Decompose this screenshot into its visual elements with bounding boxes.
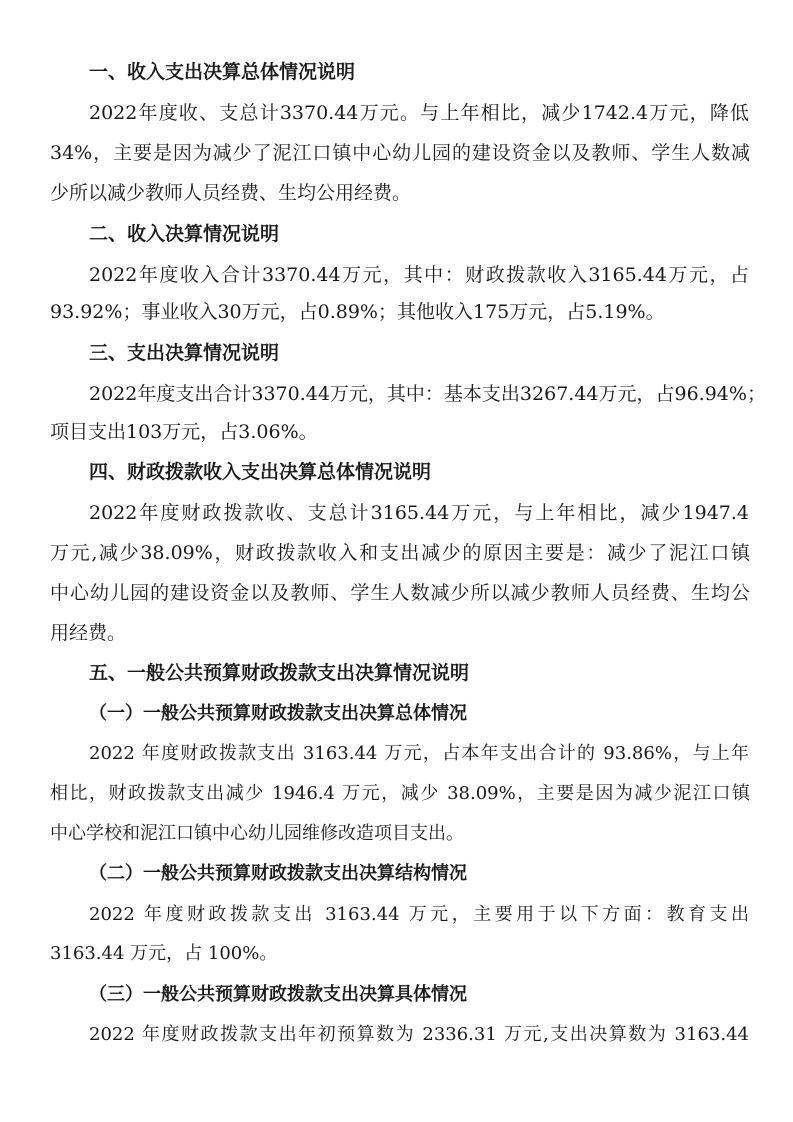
paragraph-7-line-1: 2022 年度财政拨款支出年初预算数为 2336.31 万元,支出决算数为 3163.44 [89, 1024, 749, 1045]
section-heading-1: 一、收入支出决算总体情况说明 [89, 61, 356, 83]
paragraph-5-line-1: 2022 年度财政拨款支出 3163.44 万元，占本年支出合计的 93.86%，与上年 [89, 743, 749, 764]
paragraph-1-line-3: 少所以减少教师人员经费、生均公用经费。 [50, 182, 412, 204]
paragraph-3-line-1: 2022年度支出合计3370.44万元，其中：基本支出3267.44万元，占96.94%； [89, 383, 766, 405]
paragraph-1-line-1: 2022年度收、支总计3370.44万元。与上年相比，减少1742.4万元，降低 [89, 102, 749, 124]
paragraph-4-line-4: 用经费。 [50, 622, 127, 644]
paragraph-2-line-2: 93.92%；事业收入30万元，占0.89%；其他收入175万元，占5.19%。 [50, 301, 665, 323]
paragraph-5-line-2: 相比，财政拨款支出减少 1946.4 万元，减少 38.09%，主要是因为减少泥江口镇 [50, 783, 750, 804]
section-heading-3: 三、支出决算情况说明 [89, 342, 280, 364]
paragraph-6-line-2: 3163.44 万元，占 100%。 [50, 943, 278, 964]
paragraph-6-line-1: 2022 年度财政拨款支出 3163.44 万元，主要用于以下方面：教育支出 [89, 904, 749, 925]
paragraph-4-line-3: 中心幼儿园的建设资金以及教师、学生人数减少所以减少教师人员经费、生均公 [50, 582, 750, 604]
paragraph-3-line-2: 项目支出103万元，占3.06%。 [50, 421, 318, 443]
subsection-heading-3: （三）一般公共预算财政拨款支出决算具体情况 [89, 984, 467, 1005]
subsection-heading-1: （一）一般公共预算财政拨款支出决算总体情况 [89, 703, 467, 724]
paragraph-1-line-2: 34%，主要是因为减少了泥江口镇中心幼儿园的建设资金以及教师、学生人数减 [50, 142, 750, 164]
section-heading-2: 二、收入决算情况说明 [89, 223, 280, 245]
paragraph-4-line-2: 万元,减少38.09%，财政拨款收入和支出减少的原因主要是：减少了泥江口镇 [50, 542, 750, 564]
paragraph-5-line-3: 中心学校和泥江口镇中心幼儿园维修改造项目支出。 [50, 823, 464, 844]
section-heading-5: 五、一般公共预算财政拨款支出决算情况说明 [89, 662, 470, 684]
section-heading-4: 四、财政拨款收入支出决算总体情况说明 [89, 461, 432, 483]
subsection-heading-2: （二）一般公共预算财政拨款支出决算结构情况 [89, 863, 467, 884]
paragraph-4-line-1: 2022年度财政拨款收、支总计3165.44万元，与上年相比，减少1947.4 [89, 502, 749, 524]
paragraph-2-line-1: 2022年度收入合计3370.44万元，其中：财政拨款收入3165.44万元，占 [89, 264, 749, 286]
